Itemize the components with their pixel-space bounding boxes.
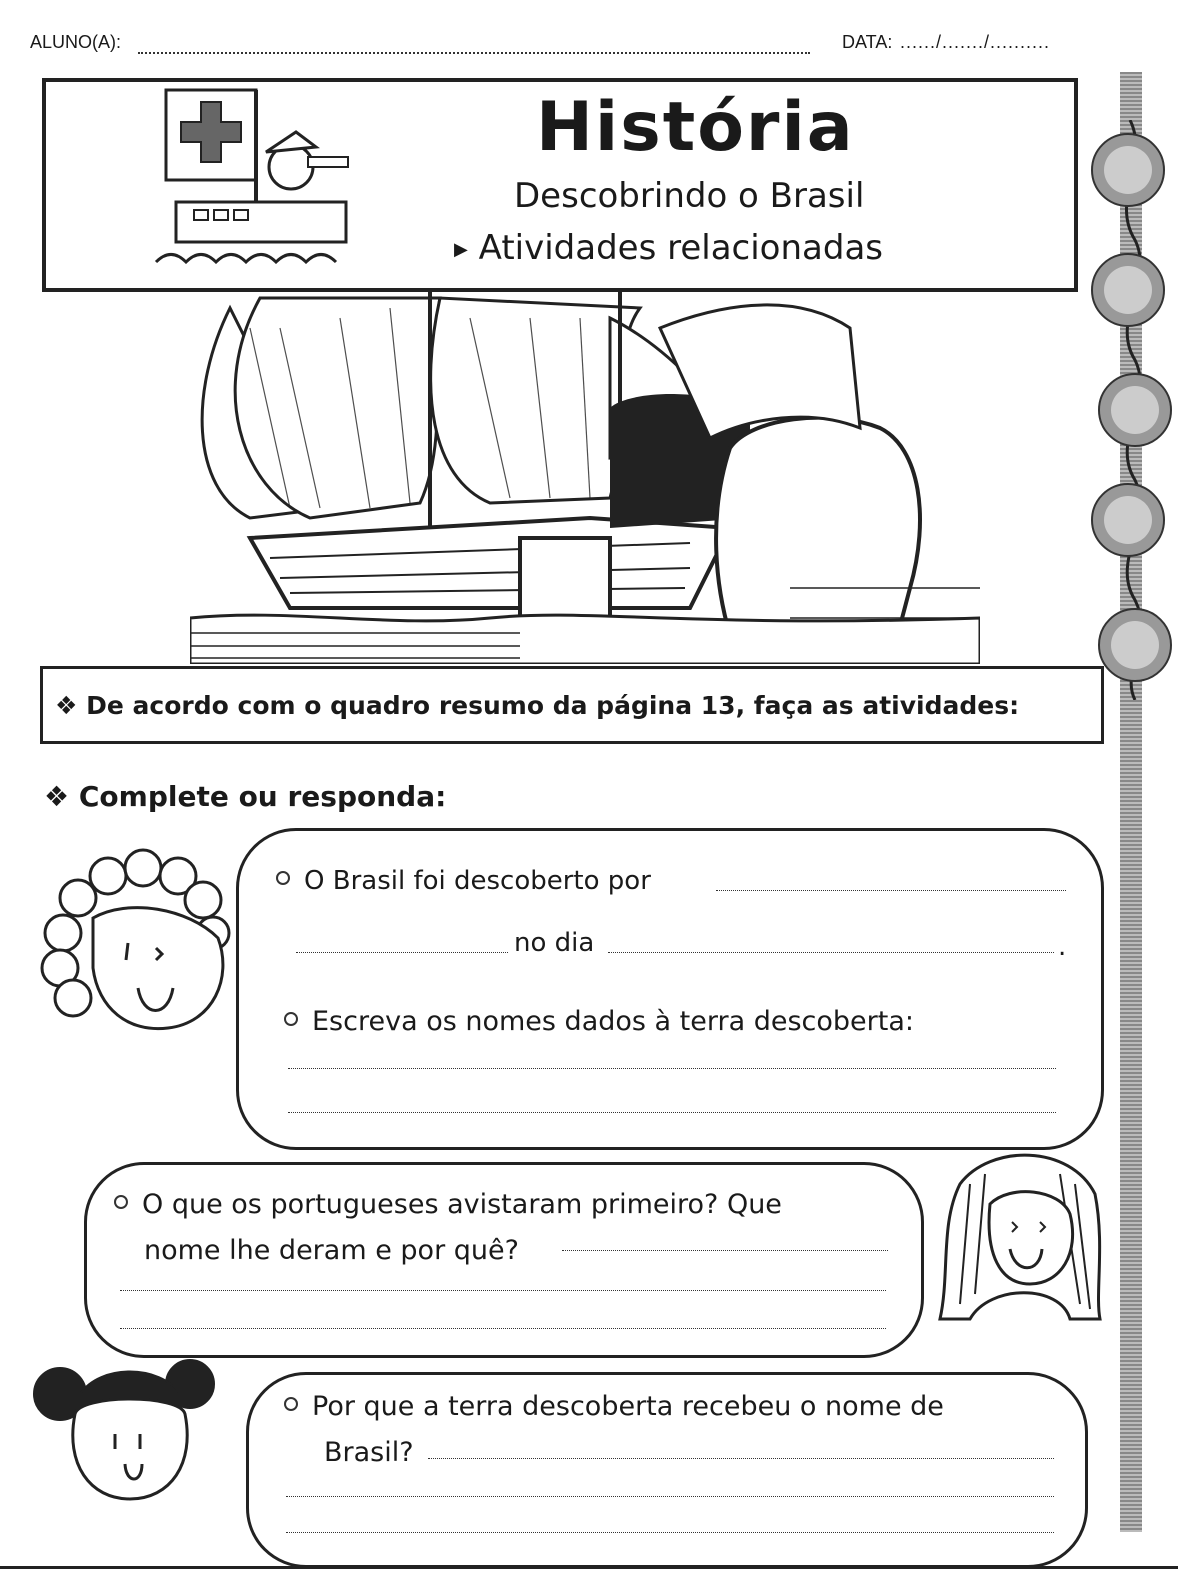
medallion-icon [1092,254,1164,326]
ship-icon [146,82,376,282]
answer-line-name-3[interactable] [286,1532,1054,1533]
caravel-illustration [190,288,980,664]
date-field[interactable]: ....../......./.......... [900,32,1051,52]
bullet-icon [276,871,290,885]
answer-line-sighted-3[interactable] [120,1328,886,1329]
child-face-icon [930,1144,1110,1324]
instruction-box [40,666,1104,744]
arrow-right-icon: ▶ [454,239,468,260]
question-2: Escreva os nomes dados à terra descoberta: [284,1006,914,1037]
question-3: O que os portugueses avistaram primeiro? Que nome lhe deram e por quê? [114,1182,782,1274]
section-title: ▶ Atividades relacionadas [454,228,883,268]
medallion-icon [1092,484,1164,556]
answer-line-name-2[interactable] [286,1496,1054,1497]
period: . [1058,932,1067,962]
answer-line-sighted-1[interactable] [562,1250,888,1251]
child-face-icon [30,1354,220,1504]
answer-line-discoverer-cont[interactable] [296,952,508,953]
page-subtitle: Descobrindo o Brasil [514,176,865,216]
question-1: O Brasil foi descoberto por [276,866,651,896]
side-medallions [1080,120,1178,700]
answer-line-day[interactable] [608,952,1054,953]
medallion-icon [1099,374,1171,446]
prompt-heading: ❖ Complete ou responda: [44,780,447,813]
instruction-text: ❖ De acordo com o quadro resumo da página 13, faça as atividades: [55,691,1020,720]
question-1-day: no dia [514,928,595,958]
title-banner [42,78,1078,292]
date-label: DATA: [842,32,893,52]
student-name-field[interactable] [138,52,810,54]
student-name-label: ALUNO(A): [30,32,122,52]
diamond-bullet-icon: ❖ [44,780,70,813]
bullet-icon [114,1195,128,1209]
medallion-icon [1092,134,1164,206]
answer-line-names-2[interactable] [288,1112,1056,1113]
answer-line-sighted-2[interactable] [120,1290,886,1291]
answer-line-name-1[interactable] [428,1458,1054,1459]
page-title: História [536,88,855,167]
bullet-icon [284,1397,298,1411]
medallion-icon [1099,609,1171,681]
answer-line-discoverer[interactable] [716,890,1066,891]
diamond-bullet-icon: ❖ [55,691,78,720]
answer-line-names-1[interactable] [288,1068,1056,1069]
bullet-icon [284,1012,298,1026]
question-4: Por que a terra descoberta recebeu o nome de Brasil? [284,1384,944,1476]
child-face-icon [38,848,238,1038]
bottom-rule [0,1566,1178,1569]
